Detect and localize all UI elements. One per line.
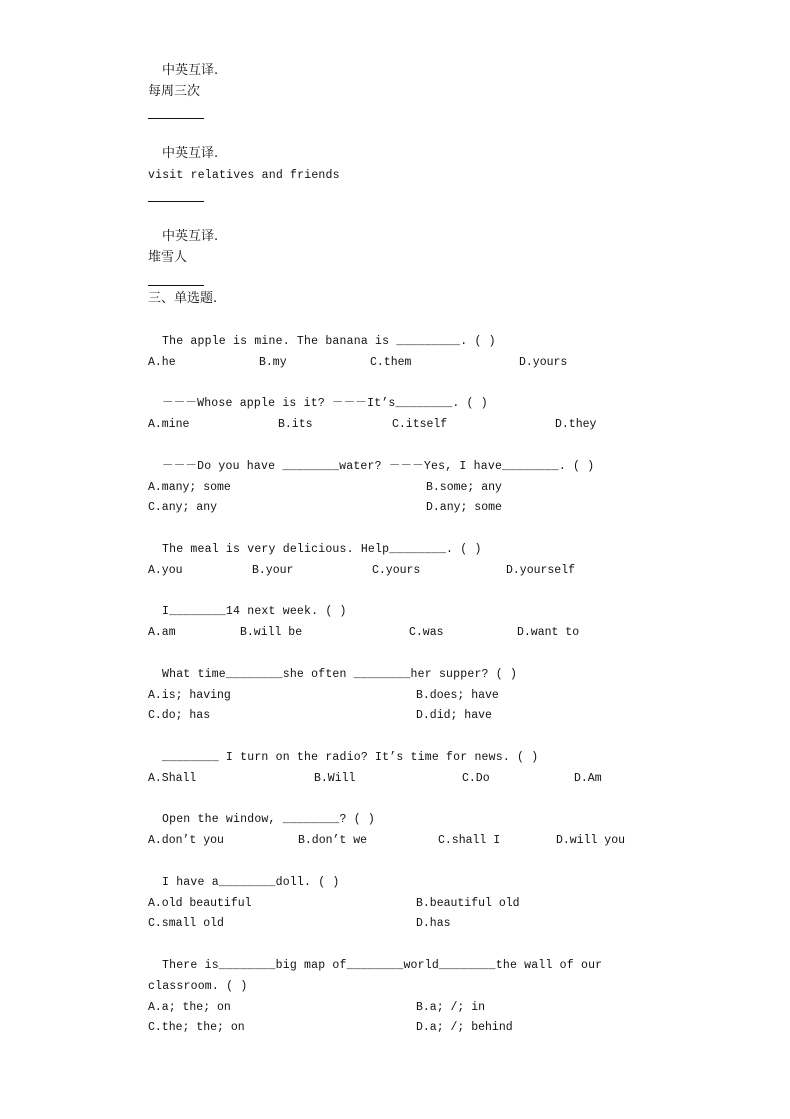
option-d: D.they <box>555 418 597 431</box>
option-a: A.don’t you <box>148 834 224 847</box>
option-a: A.a; the; on <box>148 1001 231 1014</box>
question-stem: Open the window, ________? ( ) <box>162 813 376 826</box>
option-c: C.small old <box>148 917 224 930</box>
question-stem: There is________big map of________world________the wall of our <box>162 959 603 972</box>
option-a: A.many; some <box>148 481 231 494</box>
translation-prompt-2: visit relatives and friends <box>148 169 340 182</box>
option-c: C.any; any <box>148 501 218 514</box>
option-c: C.shall I <box>438 834 501 847</box>
option-d: D.yourself <box>506 564 576 577</box>
option-b: B.will be <box>240 626 303 639</box>
option-d: D.has <box>416 917 451 930</box>
answer-line-1 <box>148 118 204 119</box>
translation-heading-1: 中英互译. <box>162 63 219 78</box>
option-d: D.Am <box>574 772 602 785</box>
translation-heading-3: 中英互译. <box>162 229 219 244</box>
answer-line-2 <box>148 201 204 202</box>
option-a: A.old beautiful <box>148 897 252 910</box>
option-a: A.Shall <box>148 772 197 785</box>
option-b: B.your <box>252 564 294 577</box>
question-stem: The apple is mine. The banana is _________. ( ) <box>162 335 496 348</box>
option-c: C.itself <box>392 418 448 431</box>
question-stem: ________ I turn on the radio? It’s time for news. ( ) <box>162 751 539 764</box>
section-title: 三、单选题. <box>148 291 218 306</box>
option-c: C.Do <box>462 772 490 785</box>
question-stem-continued: classroom. ( ) <box>148 980 248 993</box>
option-b: B.its <box>278 418 313 431</box>
option-a: A.you <box>148 564 183 577</box>
answer-line-3 <box>148 285 204 286</box>
option-c: C.yours <box>372 564 421 577</box>
option-b: B.does; have <box>416 689 499 702</box>
option-b: B.beautiful old <box>416 897 520 910</box>
question-stem: －－－Whose apple is it? －－－It’s________. ( ) <box>162 397 488 410</box>
option-a: A.is; having <box>148 689 231 702</box>
question-stem: The meal is very delicious. Help________. ( ) <box>162 543 482 556</box>
option-b: B.Will <box>314 772 356 785</box>
question-stem: I________14 next week. ( ) <box>162 605 347 618</box>
translation-heading-2: 中英互译. <box>162 146 219 161</box>
option-a: A.he <box>148 356 176 369</box>
option-d: D.will you <box>556 834 626 847</box>
question-stem: I have a________doll. ( ) <box>162 876 340 889</box>
option-d: D.a; /; behind <box>416 1021 513 1034</box>
option-a: A.am <box>148 626 176 639</box>
option-d: D.any; some <box>426 501 502 514</box>
option-b: B.some; any <box>426 481 502 494</box>
question-stem: What time________she often ________her supper? ( ) <box>162 668 518 681</box>
option-b: B.don’t we <box>298 834 368 847</box>
option-c: C.the; the; on <box>148 1021 245 1034</box>
option-c: C.them <box>370 356 412 369</box>
option-c: C.do; has <box>148 709 211 722</box>
translation-prompt-1: 每周三次 <box>148 84 201 99</box>
option-d: D.want to <box>517 626 580 639</box>
question-stem: －－－Do you have ________water? －－－Yes, I have________. ( ) <box>162 460 595 473</box>
option-a: A.mine <box>148 418 190 431</box>
option-b: B.my <box>259 356 287 369</box>
option-d: D.yours <box>519 356 568 369</box>
option-d: D.did; have <box>416 709 492 722</box>
option-c: C.was <box>409 626 444 639</box>
translation-prompt-3: 堆雪人 <box>148 250 188 265</box>
option-b: B.a; /; in <box>416 1001 486 1014</box>
